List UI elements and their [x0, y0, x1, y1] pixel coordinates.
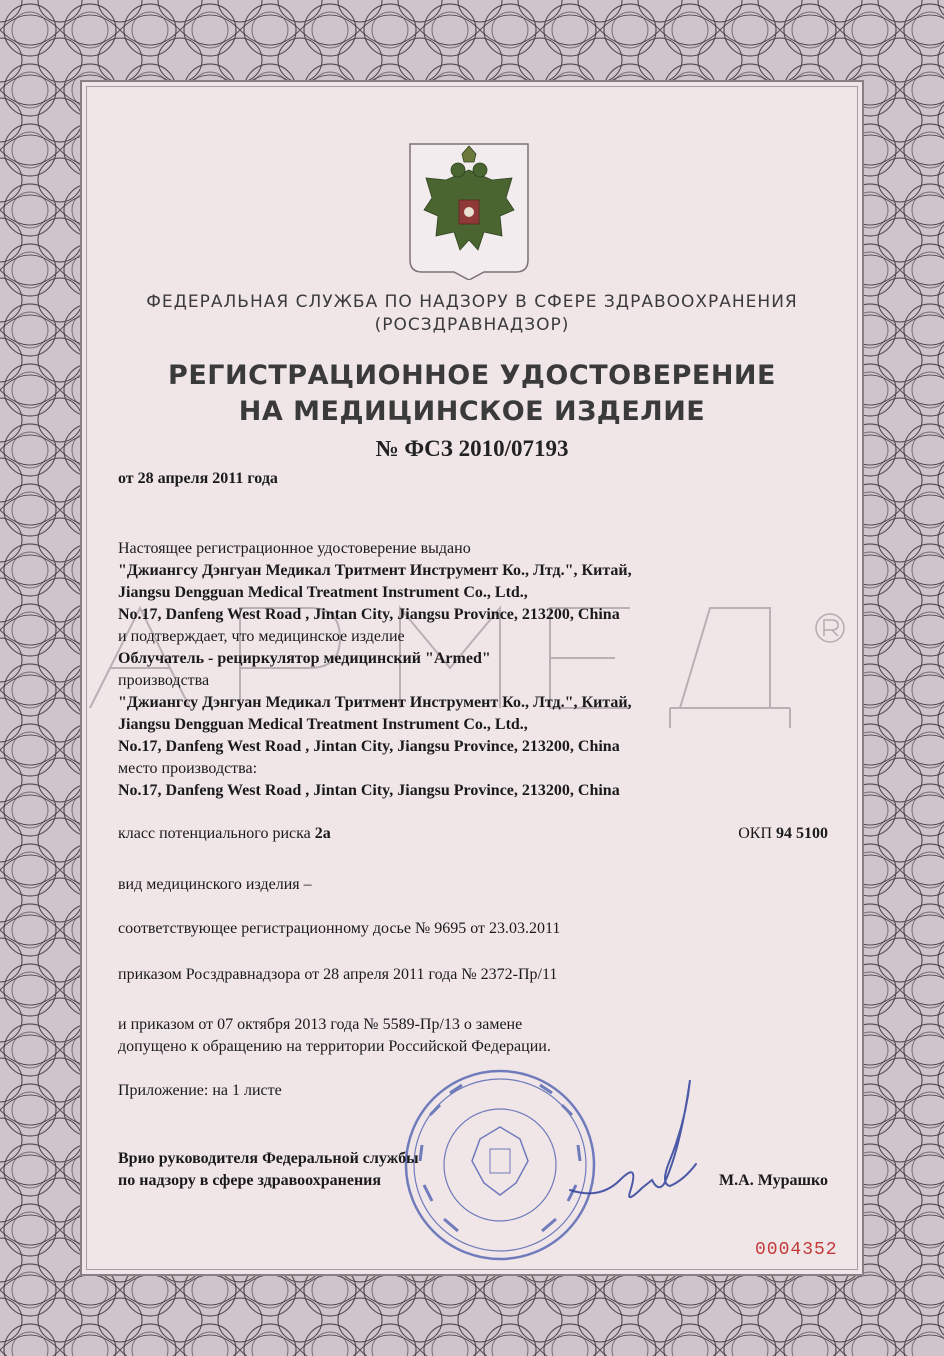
issued-intro: Настоящее регистрационное удостоверение выдано	[118, 540, 471, 557]
agency-name: ФЕДЕРАЛЬНАЯ СЛУЖБА ПО НАДЗОРУ В СФЕРЕ ЗДРАВООХРАНЕНИЯ	[146, 292, 798, 312]
serial-number: 0004352	[755, 1240, 838, 1260]
signatory-position-line2: по надзору в сфере здравоохранения	[118, 1172, 382, 1189]
risk-class-label: класс потенциального риска	[118, 825, 311, 842]
admission-statement: допущено к обращению на территории Российской Федерации.	[118, 1038, 551, 1055]
production-place-address: No.17, Danfeng West Road , Jintan City, Jiangsu Province, 213200, China	[118, 782, 620, 799]
signatory-position-line1: Врио руководителя Федеральной службы	[118, 1150, 419, 1167]
signatory-name: М.А. Мурашко	[719, 1172, 828, 1189]
coat-of-arms-emblem	[406, 140, 532, 280]
dossier-reference: соответствующее регистрационному досье № 9695 от 23.03.2011	[118, 920, 561, 937]
handwritten-signature	[560, 1060, 700, 1210]
manufacturer-ru: "Джиангсу Дэнгуан Медикал Тритмент Инструмент Ко., Лтд.", Китай,	[118, 694, 632, 711]
confirms-text: и подтверждает, что медицинское изделие	[118, 628, 405, 645]
manufacturer-en: Jiangsu Dengguan Medical Treatment Instrument Co., Ltd.,	[118, 716, 528, 733]
appendix-note: Приложение: на 1 листе	[118, 1082, 282, 1099]
production-label: производства	[118, 672, 210, 689]
okp-code	[738, 825, 828, 843]
manufacturer-address: No.17, Danfeng West Road , Jintan City, Jiangsu Province, 213200, China	[118, 738, 620, 755]
okp-value: 94 5100	[776, 825, 828, 842]
okp-label: ОКП	[738, 825, 772, 842]
issued-to-address: No.17, Danfeng West Road , Jintan City, Jiangsu Province, 213200, China	[118, 606, 620, 623]
issued-to-company-en: Jiangsu Dengguan Medical Treatment Instrument Co., Ltd.,	[118, 584, 528, 601]
product-name: Облучатель - рециркулятор медицинский "Armed"	[118, 650, 491, 667]
issue-date: от 28 апреля 2011 года	[118, 470, 278, 487]
document-title-line1: РЕГИСТРАЦИОННОЕ УДОСТОВЕРЕНИЕ	[168, 360, 776, 391]
registration-number: № ФСЗ 2010/07193	[375, 436, 569, 461]
issued-to-company-ru: "Джиангсу Дэнгуан Медикал Тритмент Инструмент Ко., Лтд.", Китай,	[118, 562, 632, 579]
risk-class	[118, 825, 331, 843]
device-kind: вид медицинского изделия –	[118, 876, 312, 893]
document-title-line2: НА МЕДИЦИНСКОЕ ИЗДЕЛИЕ	[238, 396, 706, 427]
replacement-order: и приказом от 07 октября 2013 года № 5589-Пр/13 о замене	[118, 1016, 523, 1033]
order-reference: приказом Росздравнадзора от 28 апреля 2011 года № 2372-Пр/11	[118, 966, 558, 983]
risk-class-value: 2а	[314, 825, 331, 842]
production-place-label: место производства:	[118, 760, 258, 777]
agency-abbreviation: (РОСЗДРАВНАДЗОР)	[374, 315, 570, 335]
